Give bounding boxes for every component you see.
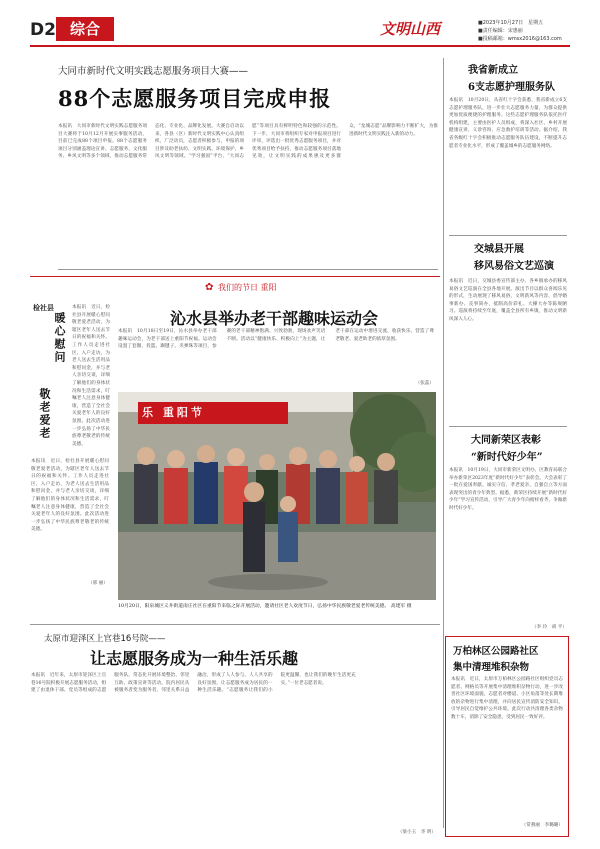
boxed-body [451, 676, 563, 819]
bottom-body-text: 本报讯 近年来，太原市迎泽区上官巷16号院积极开展志愿服务活动，组建了由退休干部、党员等组成的志愿服务队，常态化开展环境整治、邻里互助、政策宣讲等活动。院内居民从被服务者变为服务者，邻里关系日益融洽，形成了人人参与、人人共享的良好氛围，让志愿服务成为居民的一种生活乐趣。“志愿服务让我们的小院更温馨，也让我们的晚年生活更充实。”一位老志愿者说。 [31, 673, 356, 694]
feature-body-text: 本报讯 10月18日至19日，沁水县举办老干部趣味运动会，为老干部送上重阳节祝福。运动会设置了套圈、投篮、踢毽子、夹弹珠等项目，参赛的老干部精神饱满、兴致勃勃，现场欢声笑语不断。活动以“健康快乐、积极向上”为主题，让老干部在运动中增进交流、收获快乐，营造了尊老敬老、爱老助老的浓厚氛围。 [118, 329, 434, 350]
feature-banner-text: 我们的节日 重阳 [218, 283, 277, 292]
boxed-title-1: 万柏林区公园路社区 [453, 646, 539, 657]
feature-body [118, 328, 434, 378]
column-left-side-text: 本报讯 近日，检社县开展暖心慰问敬老爱老活动，为辖区老年人送去节日的祝福和关怀。工作人员走进社区、入户走访，为老人送去生活用品和慰问金，并与老人亲切交谈，详细了解他们的身体状况和生活需求，叮嘱老人注意身体健康，营造了全社会关爱老年人的良好氛围。此次活动进一步弘扬了中华民族尊老敬老的传统美德。 [72, 305, 110, 447]
sidebar-bottom-title-2: “新时代好少年” [471, 452, 543, 463]
sidebar-divider-1 [449, 235, 567, 236]
feature-byline: （张蕊） [415, 381, 434, 386]
sidebar-mid-text: 本报讯 近日，交城县委宣传部主办、各乡镇承办的移风易俗文艺巡演在全县各地开展。演出节目以群众喜闻乐见的形式，生动展现了移风易俗、文明新风等内容，倡导婚事新办、丧事简办，抵制高价彩礼、大操大办等陈规陋习。巡演将持续至年底，覆盖全县所有乡镇，推动文明新风深入人心。 [449, 279, 567, 322]
photo-caption-text: 10月20日，阳泉城区义井街道南庄社区在重阳节来临之际开展活动，邀请社区老人欢度节日，弘扬中华民族敬老爱老传统美德。 [118, 604, 390, 609]
main-body-text: 本报讯 大同市新时代文明实践志愿服务项目大赛将于10月12月开展实事服务活动，目前已完成88个项目申报。88个志愿服务项目分别涵盖理论宣讲、志愿服务、文化服务、乡风文明等多个领域，推动志愿服务常态化、专业化、品牌化发展。大赛自启动以来，各县（区）新时代文明实践中心认真组织，广泛动员，志愿者积极参与，申报的项目涉及助老扶幼、文明实践、环境保护、乡风文明等领域。“学习强国”平台、“大同志愿”等项目具有鲜明特色和较强的示范性。下一步，大同市将组织专家对申报项目进行评审，评选出一批优秀志愿服务项目，并对优秀项目给予扶持，推动志愿服务项目落地见效，让文明实践的成果惠及更多群众。“龙城志愿”品牌影响力不断扩大，为推进新时代文明实践注入新的动力。 [58, 124, 438, 160]
boxed-byline: （常燕丽 李璐璐） [521, 823, 563, 828]
masthead-email: ■投稿邮箱：wmsx2016@163.com [478, 36, 562, 42]
bottom-body [31, 672, 439, 837]
main-kicker: 大同市新时代文明实践志愿服务项目大赛—— [58, 66, 249, 77]
column-left-byline: （邢 丽） [88, 581, 108, 586]
column-title-a [55, 312, 67, 364]
sidebar-mid-title-1: 交城县开展 [474, 244, 524, 255]
column-label: 检社县 [33, 303, 54, 312]
sidebar-bottom-text: 本报讯 10月19日，大同市新荣区文明办、区教育局联合举办新荣区2023年度“新时代好少年”表彰会。大会表彰了一批在爱国奉献、诚实守信、孝老爱亲、自强自立等方面表现突出的青少年典型。据悉，新荣区持续开展“新时代好少年”学习宣传活动，引导广大青少年向榜样看齐，争做新时代好少年。 [449, 468, 567, 511]
column-title-a-text: 暖心慰问 [53, 312, 66, 364]
column-title-b-text: 敬老爱老 [38, 388, 51, 440]
boxed-text: 本报讯 近日，太原市万柏林区公园路社区组织党员志愿者、网格员等开展集中清理堆积杂物行动，进一步改善社区环境面貌。志愿者对楼道、小区角落等处长期堆放的杂物进行集中清理，并向居民宣传消防安全知识，引导居民自觉维护公共环境。此次行动共清理各类杂物数十车，消除了安全隐患，受到居民一致好评。 [451, 677, 563, 720]
feature-photo [118, 392, 436, 600]
sidebar-top-text: 本报讯 10月20日，从省红十字会获悉，我省新成立6支志愿护理服务队，进一步壮大志愿服务力量，为群众提供更加优质便捷的护理服务。这些志愿护理服务队依托医疗机构组建，主要由医护人员组成，将深入社区、乡村开展健康宣讲、义诊咨询、应急救护培训等活动。据介绍，我省各级红十字会积极推动志愿服务队伍建设，不断提升志愿者专业化水平，形成了覆盖城乡的志愿服务网络。 [449, 98, 567, 149]
bottom-title: 让志愿服务成为一种生活乐趣 [90, 649, 299, 668]
masthead-logo: 文明山西 [380, 20, 441, 38]
section-badge: 综合 [56, 17, 114, 41]
sidebar-bottom-body [449, 467, 567, 622]
flower-icon: ✿ [205, 282, 214, 293]
masthead-rule [30, 45, 570, 47]
photo-scene [118, 392, 436, 600]
photo-banner-text: 乐 重阳节 [142, 406, 205, 419]
sidebar-top-title-2: 6支志愿护理服务队 [468, 82, 555, 93]
divider-main [58, 269, 438, 270]
column-left-text: 本报讯 近日，检社县开展暖心慰问敬老爱老活动，为辖区老年人送去节日的祝福和关怀。工作人员走进社区、入户走访，为老人送去生活用品和慰问金，并与老人亲切交谈，详细了解他们的身体状况和生活需求，叮嘱老人注意身体健康，营造了全社会关爱老年人的良好氛围。此次活动进一步弘扬了中华民族尊老敬老的传统美德。 [31, 459, 109, 533]
sidebar-bottom-byline: （李 玲 胡 平） [531, 625, 567, 630]
feature-top-rule [30, 276, 440, 277]
bottom-kicker: 太原市迎泽区上官巷16号院—— [44, 634, 166, 644]
sidebar-mid-body [449, 278, 567, 422]
feature-title: 沁水县举办老干部趣味运动会 [170, 309, 379, 328]
sidebar-bottom-title-1: 大同新荣区表彰 [471, 435, 541, 446]
sidebar-top-title-1: 我省新成立 [468, 65, 518, 76]
sidebar-mid-title-2: 移风易俗文艺巡演 [474, 261, 554, 272]
column-left-body [31, 458, 109, 578]
boxed-title-2: 集中清理堆积杂物 [453, 662, 530, 673]
feature-bottom-rule [30, 624, 440, 625]
sidebar-divider-2 [449, 426, 567, 427]
masthead-date: ■2023年10月27日 星期五 [478, 20, 544, 26]
sidebar-top-body [449, 97, 567, 231]
page-code: D2 [30, 20, 56, 40]
column-left-side [72, 304, 110, 454]
photo-caption [118, 603, 436, 619]
sidebar-vrule [443, 58, 444, 828]
masthead-editor: ■责任编辑：宋惠丽 [478, 28, 523, 34]
feature-banner [205, 281, 350, 295]
main-title: 88个志愿服务项目完成申报 [58, 86, 332, 111]
photo-credit: 高建军 摄 [390, 604, 412, 609]
column-title-b [40, 388, 52, 440]
main-body [58, 123, 438, 265]
bottom-byline: （梁小玉 李 明） [397, 830, 436, 835]
